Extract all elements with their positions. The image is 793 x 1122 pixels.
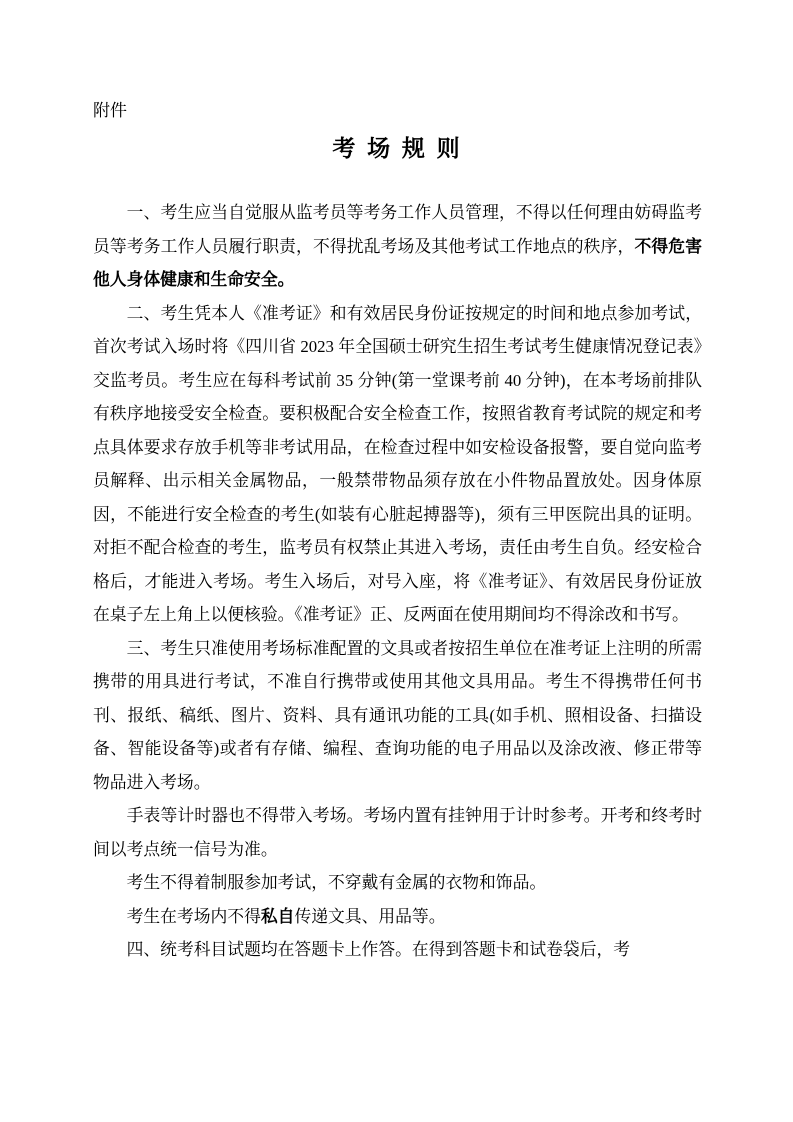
- attachment-label: 附件: [93, 101, 127, 120]
- emphasis-text: 私自: [260, 906, 295, 926]
- body-text: 四、统考科目试题均在答题卡上作答。在得到答题卡和试卷袋后，考: [126, 940, 631, 959]
- body-text: 考生不得着制服参加考试，不穿戴有金属的衣物和饰品。: [126, 873, 547, 892]
- body-text: 手表等计时器也不得带入考场。考场内置有挂钟用于计时参考。开考和终考时间以考点统一信号为准。: [93, 806, 702, 859]
- body-text: 二、考生凭本人《准考证》和有效居民身份证按规定的时间和地点参加考试，首次考试入场时将《四川省 2023 年全国硕士研究生招生考试考生健康情况登记表》交监考员。考生应在每科考试前 35 分钟(第一堂课考前 40 分钟)，在本考场前排队有秩序地接受安全检查。要积极配合安全检查工作，按照省教育考试院的规定和考点具体要求存放手机等非考试用品，在检查过程中如安检设备报警，要自觉向监考员解释、出示相关金属物品，一般禁带物品须存放在小件物品置放处。因身体原因，不能进行安全检查的考生(如装有心脏起搏器等)，须有三甲医院出具的证明。对拒不配合检查的考生，监考员有权禁止其进入考场，责任由考生自负。经安检合格后，才能进入考场。考生入场后，对号入座，将《准考证》、有效居民身份证放在桌子左上角上以便核验。《准考证》正、反两面在使用期间均不得涂改和书写。: [93, 303, 702, 624]
- paragraph: [93, 196, 702, 297]
- paragraph: [93, 632, 702, 800]
- document-title: 考 场 规 则: [332, 136, 463, 161]
- emphasis-text: 不得危害他人身体健康和生命安全。: [93, 236, 702, 289]
- paragraph: [93, 900, 702, 934]
- body-text: 考生在考场内不得: [126, 906, 261, 926]
- paragraph: [93, 933, 702, 967]
- body-text: 一、考生应当自觉服从监考员等考务工作人员管理，不得以任何理由妨碍监考员等考务工作人员履行职责，不得扰乱考场及其他考试工作地点的秩序，: [93, 203, 702, 256]
- paragraph: [93, 297, 702, 632]
- document-body: [93, 196, 702, 967]
- body-text: 传递文具、用品等。: [294, 906, 446, 926]
- paragraph: [93, 799, 702, 866]
- paragraph: [93, 866, 702, 900]
- body-text: 三、考生只准使用考场标准配置的文具或者按招生单位在准考证上注明的所需携带的用具进行考试，不准自行携带或使用其他文具用品。考生不得携带任何书刊、报纸、稿纸、图片、资料、具有通讯功能的工具(如手机、照相设备、扫描设备、智能设备等)或者有存储、编程、查询功能的电子用品以及涂改液、修正带等物品进入考场。: [93, 638, 702, 792]
